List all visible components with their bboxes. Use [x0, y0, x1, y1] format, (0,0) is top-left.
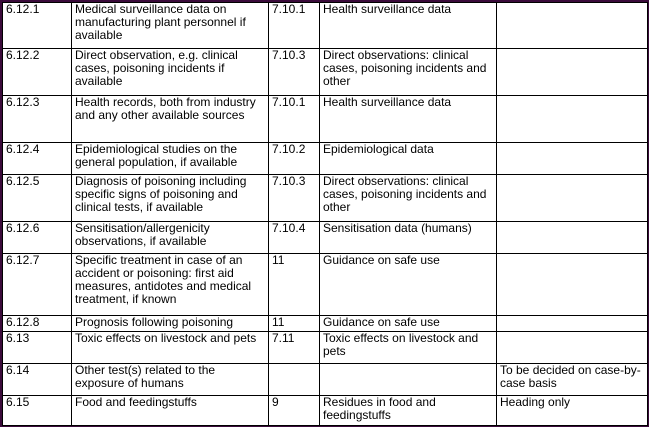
table-row	[3, 316, 648, 332]
row-description-cell: Diagnosis of poisoning including specific signs of poisoning and clinical tests, if available	[72, 175, 269, 222]
row-description-cell: Epidemiological studies on the general population, if available	[72, 143, 269, 175]
table-row	[3, 96, 648, 143]
row-note-cell: To be decided on case-by-case basis	[497, 364, 648, 396]
row-note-cell	[497, 254, 648, 316]
row-note-cell	[497, 49, 648, 96]
row-description-cell: Prognosis following poisoning	[72, 316, 269, 332]
row-ref-cell: 6.12.1	[3, 3, 72, 49]
row-title-cell: Guidance on safe use	[320, 316, 497, 332]
row-note-cell	[497, 316, 648, 332]
row-ref-cell: 6.14	[3, 364, 72, 396]
row-note-cell	[497, 96, 648, 143]
row-ref-cell: 6.15	[3, 396, 72, 426]
row-description-cell: Health records, both from industry and any other available sources	[72, 96, 269, 143]
row-title-cell: Sensitisation data (humans)	[320, 222, 497, 254]
row-ref-cell: 6.12.5	[3, 175, 72, 222]
correspondence-table	[2, 2, 648, 426]
row-point-cell: 9	[269, 396, 320, 426]
table-row	[3, 143, 648, 175]
row-note-cell	[497, 332, 648, 364]
row-ref-cell: 6.12.2	[3, 49, 72, 96]
row-point-cell: 7.10.4	[269, 222, 320, 254]
row-title-cell: Epidemiological data	[320, 143, 497, 175]
row-title-cell: Direct observations: clinical cases, poisoning incidents and other	[320, 49, 497, 96]
row-description-cell: Food and feedingstuffs	[72, 396, 269, 426]
row-title-cell: Health surveillance data	[320, 3, 497, 49]
row-title-cell: Toxic effects on livestock and pets	[320, 332, 497, 364]
table-row	[3, 364, 648, 396]
row-ref-cell: 6.12.3	[3, 96, 72, 143]
row-title-cell: Guidance on safe use	[320, 254, 497, 316]
row-description-cell: Sensitisation/allergenicity observations, if available	[72, 222, 269, 254]
row-note-cell	[497, 222, 648, 254]
row-description-cell: Medical surveillance data on manufacturing plant personnel if available	[72, 3, 269, 49]
table-row	[3, 222, 648, 254]
row-ref-cell: 6.13	[3, 332, 72, 364]
table-row	[3, 175, 648, 222]
table-row	[3, 3, 648, 49]
row-ref-cell: 6.12.4	[3, 143, 72, 175]
row-description-cell: Direct observation, e.g. clinical cases, poisoning incidents if available	[72, 49, 269, 96]
row-point-cell: 7.10.2	[269, 143, 320, 175]
table-row	[3, 332, 648, 364]
row-description-cell: Specific treatment in case of an accident or poisoning: first aid measures, antidotes and medical treatment, if known	[72, 254, 269, 316]
row-point-cell: 11	[269, 254, 320, 316]
row-ref-cell: 6.12.6	[3, 222, 72, 254]
row-note-cell: Heading only	[497, 396, 648, 426]
table-row	[3, 254, 648, 316]
row-point-cell: 7.10.1	[269, 96, 320, 143]
row-title-cell: Direct observations: clinical cases, poisoning incidents and other	[320, 175, 497, 222]
row-note-cell	[497, 175, 648, 222]
row-description-cell: Toxic effects on livestock and pets	[72, 332, 269, 364]
row-note-cell	[497, 3, 648, 49]
row-title-cell	[320, 364, 497, 396]
row-ref-cell: 6.12.7	[3, 254, 72, 316]
row-point-cell: 11	[269, 316, 320, 332]
row-point-cell: 7.10.1	[269, 3, 320, 49]
row-point-cell: 7.10.3	[269, 175, 320, 222]
row-note-cell	[497, 143, 648, 175]
row-point-cell: 7.11	[269, 332, 320, 364]
row-point-cell	[269, 364, 320, 396]
row-ref-cell: 6.12.8	[3, 316, 72, 332]
row-title-cell: Residues in food and feedingstuffs	[320, 396, 497, 426]
table-row	[3, 396, 648, 426]
row-description-cell: Other test(s) related to the exposure of humans	[72, 364, 269, 396]
row-point-cell: 7.10.3	[269, 49, 320, 96]
table-row	[3, 49, 648, 96]
row-title-cell: Health surveillance data	[320, 96, 497, 143]
